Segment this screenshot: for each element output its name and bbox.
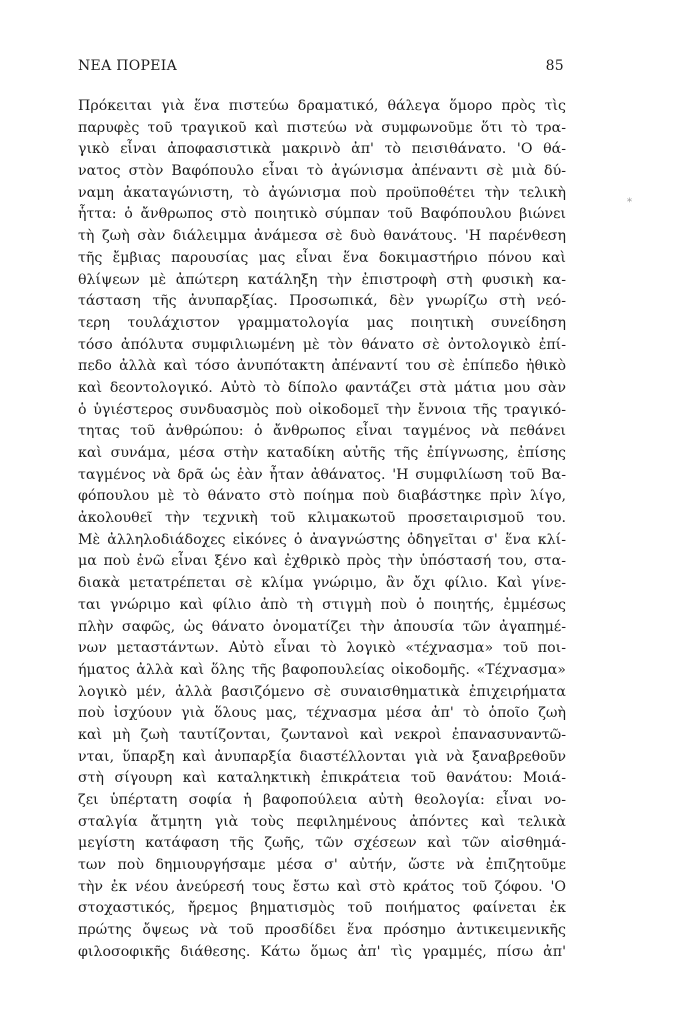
text-line: μεγίστη κατάφαση τῆς ζωῆς, τῶν σχέσεων καὶ τῶν αἰσθημά- (78, 835, 566, 852)
text-line: νατος στὸν Βαφόπουλο εἶναι τὸ ἀγώνισμα ἀπέναντι σὲ μιὰ δύ- (78, 163, 566, 180)
margin-mark: * (627, 197, 632, 208)
running-title: ΝΕΑ ΠΟΡΕΙΑ (78, 58, 177, 74)
text-line: ταγμένος νὰ δρᾶ ὡς ἐὰν ἦταν ἀθάνατος. 'Η συμφιλίωση τοῦ Βα- (78, 466, 566, 483)
text-line: στὴ σίγουρη καὶ καταληκτικὴ ἐπικράτεια τοῦ θανάτου: Μοιά- (78, 770, 566, 787)
text-line: ζει ὑπέρτατη σοφία ἡ βαφοπούλεια αὐτὴ θεολογία: εἶναι νο- (78, 792, 566, 808)
text-line: ήματος ἀλλὰ καὶ ὅλης τῆς βαφοπουλείας οἰκοδομῆς. «Τέχνασμα» (78, 661, 566, 678)
text-line: ἀκολουθεῖ τὴν τεχνικὴ τοῦ κλιμακωτοῦ προσεταιρισμοῦ του. (78, 510, 566, 527)
text-line: τὴν ἐκ νέου ἀνεύρεσή τους ἔστω καὶ στὸ κράτος τοῦ ζόφου. 'Ο (78, 878, 566, 895)
text-line: των ποὺ δημιουργήσαμε μέσα σ' αὐτήν, ὥστε νὰ ἐπιζητοῦμε (78, 857, 566, 874)
text-line: λογικὸ μέν, ἀλλὰ βασιζόμενο σὲ συναισθηματικὰ ἐπιχειρήματα (78, 683, 566, 700)
text-line: παρυφὲς τοῦ τραγικοῦ καὶ πιστεύω νὰ συμφωνοῦμε ὅτι τὸ τρα- (78, 119, 566, 136)
text-line: τάσταση τῆς ἀνυπαρξίας. Προσωπικά, δὲν γνωρίζω στὴ νεό- (78, 293, 566, 310)
text-line: τητας τοῦ ἀνθρώπου: ὁ ἄνθρωπος εἶναι ταγμένος νὰ πεθάνει (78, 423, 566, 440)
text-line: τερη τουλάχιστον γραμματολογία μας ποιητικὴ συνείδηση (78, 314, 566, 331)
text-line: ὁ ὑγιέστερος συνδυασμὸς ποὺ οἰκοδομεῖ τὴν ἔννοια τῆς τραγικό- (78, 401, 566, 418)
body-text (78, 96, 566, 964)
text-line: καὶ δεοντολογικό. Αὐτὸ τὸ δίπολο φαντάζει στὰ μάτια μου σὰν (78, 379, 566, 396)
running-header (78, 58, 564, 80)
text-line: ἧττα: ὁ ἄνθρωπος στὸ ποιητικὸ σύμπαν τοῦ Βαφόπουλου βιώνει (78, 206, 566, 223)
text-line: ποὺ ἰσχύουν γιὰ ὅλους μας, τέχνασμα μέσα ἀπ' τὸ ὁποῖο ζωὴ (78, 705, 566, 722)
page-number: 85 (545, 58, 564, 74)
text-line: τὴ ζωὴ σὰν διάλειμμα ἀνάμεσα σὲ δυὸ θανάτους. 'Η παρένθεση (78, 228, 566, 245)
text-line: πλὴν σαφῶς, ὡς θάνατο ὀνοματίζει τὴν ἀπουσία τῶν ἀγαπημέ- (78, 618, 566, 635)
text-line: σταλγία ἄτμητη γιὰ τοὺς πεφιλημένους ἀπόντες καὶ τελικὰ (78, 813, 566, 830)
text-line: καὶ συνάμα, μέσα στὴν καταδίκη αὐτῆς τῆς ἐπίγνωσης, ἐπίσης (78, 445, 566, 461)
text-line: θλίψεων μὲ ἀπώτερη κατάληξη τὴν ἐπιστροφὴ στὴ φυσικὴ κα- (78, 271, 566, 288)
text-line: μα ποὺ ἐνῶ εἶναι ξένο καὶ ἐχθρικὸ πρὸς τὴν ὑπόστασή του, στα- (78, 553, 566, 570)
text-line: Μὲ ἀλληλοδιάδοχες εἰκόνες ὁ ἀναγνώστης ὁδηγεῖται σ' ἕνα κλί- (78, 531, 566, 548)
text-line: νται, ὕπαρξη καὶ ἀνυπαρξία διαστέλλονται γιὰ νὰ ξαναβρεθοῦν (78, 748, 566, 765)
text-line: στοχαστικός, ἤρεμος βηματισμὸς τοῦ ποιήματος φαίνεται ἐκ (78, 900, 566, 917)
text-line: πεδο ἀλλὰ καὶ τόσο ἀνυπότακτη ἀπέναντί του σὲ ἐπίπεδο ἠθικὸ (78, 358, 566, 375)
text-line: φιλοσοφικῆς διάθεσης. Κάτω ὅμως ἀπ' τὶς γραμμές, πίσω ἀπ' (78, 943, 566, 960)
text-line: τόσο ἀπόλυτα συμφιλιωμένη μὲ τὸν θάνατο σὲ ὀντολογικὸ ἐπί- (78, 336, 566, 353)
text-line: γικὸ εἶναι ἀποφασιστικὰ μακρινὸ ἀπ' τὸ πεισιθάνατο. 'Ο θά- (78, 141, 566, 158)
text-line: φόπουλου μὲ τὸ θάνατο στὸ ποίημα ποὺ διαβάστηκε πρὶν λίγο, (78, 488, 566, 505)
text-line: ναμη ἀκαταγώνιστη, τὸ ἀγώνισμα ποὺ προϋποθέτει τὴν τελικὴ (78, 184, 566, 201)
text-line: νων μεταστάντων. Αὐτὸ εἶναι τὸ λογικὸ «τέχνασμα» τοῦ ποι- (78, 640, 566, 657)
text-line: διακὰ μετατρέπεται σὲ κλίμα γνώριμο, ἂν ὄχι φίλιο. Καὶ γίνε- (78, 575, 566, 592)
text-line: Πρόκειται γιὰ ἕνα πιστεύω δραματικό, θάλεγα ὅμορο πρὸς τὶς (78, 98, 566, 114)
text-line: πρώτης ὄψεως νὰ τοῦ προσδίδει ἕνα πρόσημο ἀντικειμενικῆς (78, 922, 566, 939)
text-line: ται γνώριμο καὶ φίλιο ἀπὸ τὴ στιγμὴ ποὺ ὁ ποιητής, ἐμμέσως (78, 596, 566, 613)
text-line: καὶ μὴ ζωὴ ταυτίζονται, ζωντανοὶ καὶ νεκροὶ ἐπανασυναντῶ- (78, 726, 566, 743)
text-line: τῆς ἔμβιας παρουσίας μας εἶναι ἕνα δοκιμαστήριο πόνου καὶ (78, 249, 566, 266)
